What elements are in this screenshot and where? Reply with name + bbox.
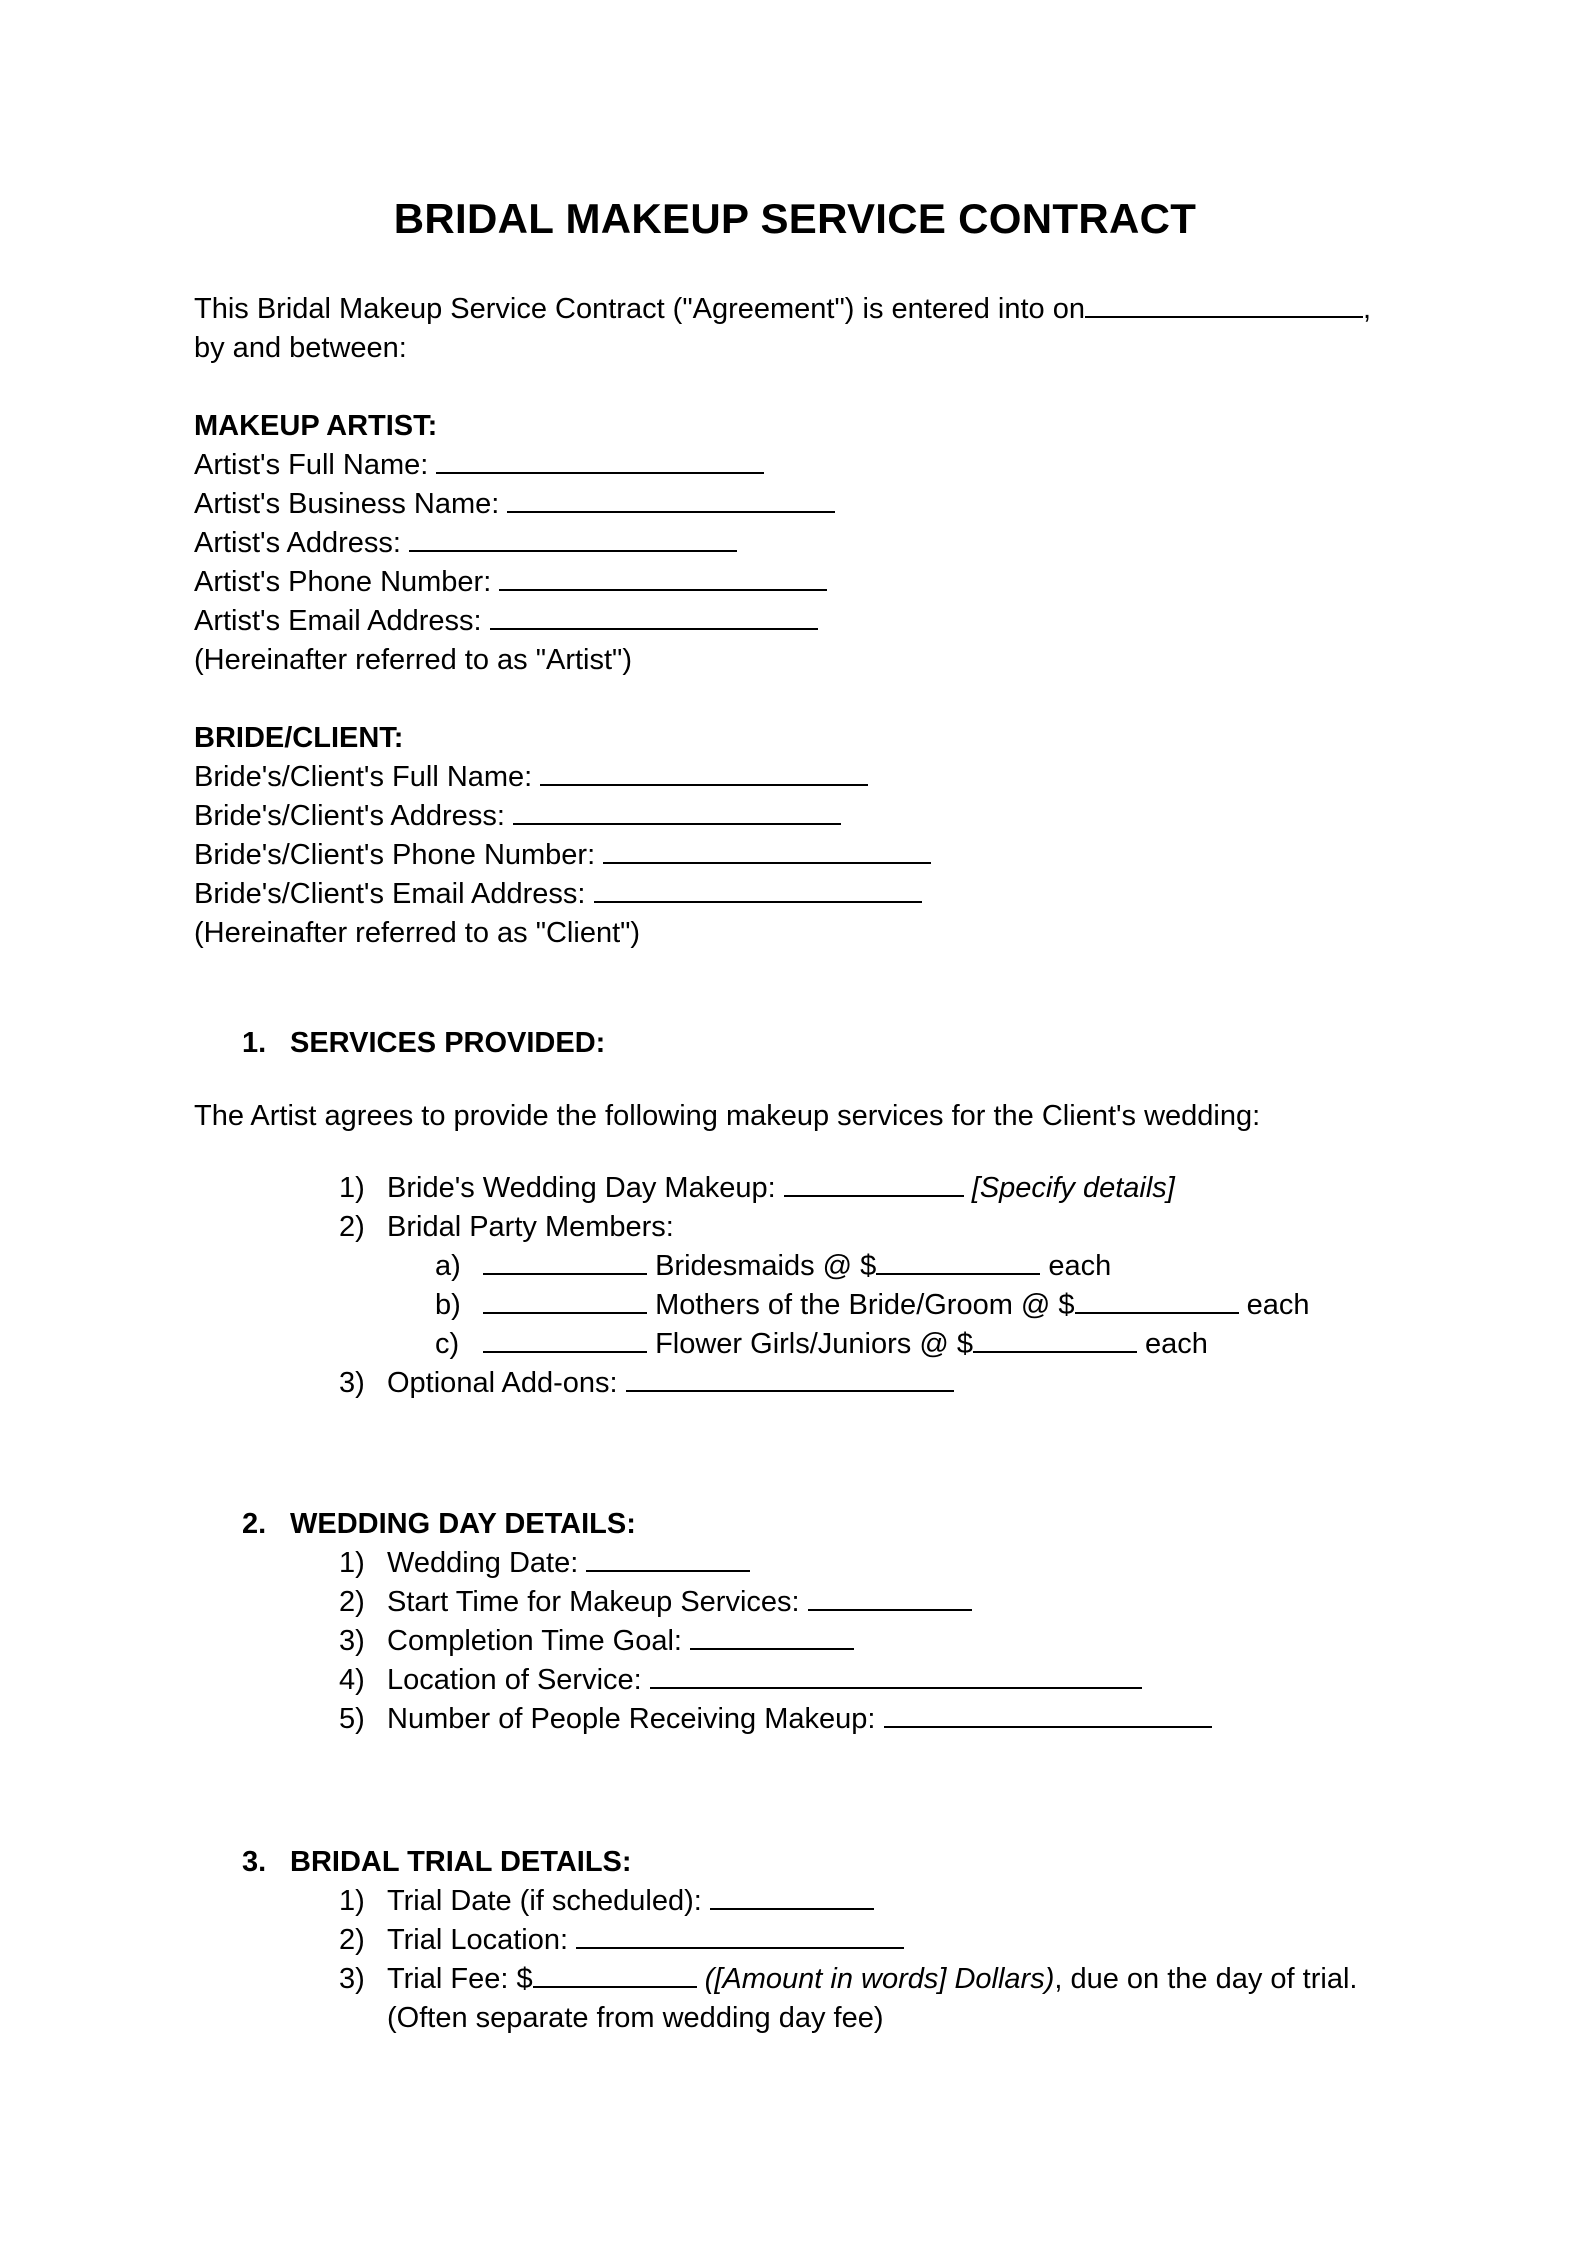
s3-item-1-number: 1): [339, 1885, 365, 1917]
s2-item-3: [339, 1622, 854, 1660]
section-3-title: BRIDAL TRIAL DETAILS:: [290, 1846, 632, 1878]
trial-fee-blank[interactable]: [533, 1962, 697, 1988]
artist-phone-label: Artist's Phone Number:: [194, 566, 492, 598]
s1-item-1-label: Bride's Wedding Day Makeup:: [387, 1172, 776, 1204]
artist-full-name-blank[interactable]: [436, 448, 764, 474]
intro-line-2: by and between:: [194, 332, 407, 364]
s1-sub-b-each: each: [1246, 1289, 1310, 1321]
s3-item-1-label: Trial Date (if scheduled):: [387, 1885, 702, 1917]
client-phone-label: Bride's/Client's Phone Number:: [194, 839, 596, 871]
intro-line-1: [194, 290, 1371, 328]
s1-item-3-number: 3): [339, 1367, 365, 1399]
section-1-number: 1.: [242, 1027, 267, 1059]
s3-item-3-label: Trial Fee: $: [387, 1963, 533, 1995]
s1-item-1-note: [Specify details]: [971, 1172, 1175, 1204]
s2-item-3-label: Completion Time Goal:: [387, 1625, 682, 1657]
artist-referred: (Hereinafter referred to as "Artist"): [194, 644, 633, 676]
s3-item-2-number: 2): [339, 1924, 365, 1956]
s2-item-2: [339, 1583, 972, 1621]
artist-address-row: [194, 524, 737, 562]
artist-address-label: Artist's Address:: [194, 527, 401, 559]
completion-time-blank[interactable]: [690, 1624, 854, 1650]
start-time-blank[interactable]: [808, 1585, 972, 1611]
client-phone-row: [194, 836, 931, 874]
artist-business-name-blank[interactable]: [507, 487, 835, 513]
client-phone-blank[interactable]: [603, 838, 931, 864]
section-3-number: 3.: [242, 1846, 267, 1878]
s1-sub-c-letter: c): [435, 1328, 460, 1360]
s2-item-2-label: Start Time for Makeup Services:: [387, 1586, 800, 1618]
client-full-name-label: Bride's/Client's Full Name:: [194, 761, 533, 793]
s1-sub-a-letter: a): [435, 1250, 461, 1282]
artist-email-label: Artist's Email Address:: [194, 605, 482, 637]
document-title: BRIDAL MAKEUP SERVICE CONTRACT: [393, 195, 1197, 242]
mothers-count-blank[interactable]: [483, 1288, 647, 1314]
artist-heading: MAKEUP ARTIST:: [194, 410, 438, 442]
s2-item-4: [339, 1661, 1142, 1699]
service-location-blank[interactable]: [650, 1663, 1142, 1689]
section-1-intro: The Artist agrees to provide the following makeup services for the Client's wedding:: [194, 1100, 1261, 1132]
people-count-blank[interactable]: [884, 1702, 1212, 1728]
artist-address-blank[interactable]: [409, 526, 737, 552]
s1-item-3-label: Optional Add-ons:: [387, 1367, 618, 1399]
artist-full-name-row: [194, 446, 764, 484]
client-full-name-blank[interactable]: [540, 760, 868, 786]
bridesmaids-count-blank[interactable]: [483, 1249, 647, 1275]
s3-item-3-words: ([Amount in words] Dollars): [704, 1963, 1055, 1995]
artist-business-name-row: [194, 485, 835, 523]
client-address-row: [194, 797, 841, 835]
s1-sub-a-each: each: [1048, 1250, 1112, 1282]
s1-sub-c-label: Flower Girls/Juniors @ $: [655, 1328, 973, 1360]
section-1-title: SERVICES PROVIDED:: [290, 1027, 606, 1059]
s1-sub-b-label: Mothers of the Bride/Groom @ $: [655, 1289, 1075, 1321]
s3-item-2: [339, 1921, 904, 1959]
wedding-makeup-blank[interactable]: [784, 1171, 964, 1197]
section-1-heading: [242, 1024, 605, 1062]
s3-item-3-end: , due on the day of trial.: [1054, 1963, 1358, 1995]
client-email-blank[interactable]: [594, 877, 922, 903]
s1-item-2-label: Bridal Party Members:: [387, 1211, 674, 1243]
artist-phone-row: [194, 563, 827, 601]
client-email-row: [194, 875, 922, 913]
mothers-price-blank[interactable]: [1075, 1288, 1239, 1314]
client-email-label: Bride's/Client's Email Address:: [194, 878, 586, 910]
s2-item-1-number: 1): [339, 1547, 365, 1579]
artist-email-blank[interactable]: [490, 604, 818, 630]
s2-item-3-number: 3): [339, 1625, 365, 1657]
client-address-blank[interactable]: [513, 799, 841, 825]
s1-item-1-number: 1): [339, 1172, 365, 1204]
s1-item-1: [339, 1169, 1175, 1207]
flower-girls-price-blank[interactable]: [973, 1327, 1137, 1353]
trial-date-blank[interactable]: [710, 1884, 874, 1910]
s2-item-1: [339, 1544, 750, 1582]
artist-business-name-label: Artist's Business Name:: [194, 488, 500, 520]
s1-item-2: [339, 1208, 674, 1246]
s3-item-2-label: Trial Location:: [387, 1924, 569, 1956]
wedding-date-blank[interactable]: [586, 1546, 750, 1572]
s1-sub-b: [435, 1286, 1310, 1324]
s2-item-5-label: Number of People Receiving Makeup:: [387, 1703, 876, 1735]
s1-sub-c-each: each: [1145, 1328, 1208, 1360]
s3-item-3-note: (Often separate from wedding day fee): [387, 2002, 884, 2034]
artist-phone-blank[interactable]: [499, 565, 827, 591]
section-2-title: WEDDING DAY DETAILS:: [290, 1508, 636, 1540]
optional-addons-blank[interactable]: [626, 1366, 954, 1392]
s1-sub-b-letter: b): [435, 1289, 461, 1321]
intro-comma: ,: [1363, 293, 1372, 325]
section-2-heading: [242, 1505, 636, 1543]
s2-item-5: [339, 1700, 1212, 1738]
section-3-heading: [242, 1843, 632, 1881]
client-address-label: Bride's/Client's Address:: [194, 800, 505, 832]
s3-item-1: [339, 1882, 874, 1920]
artist-email-row: [194, 602, 818, 640]
trial-location-blank[interactable]: [576, 1923, 904, 1949]
s3-item-3: [339, 1960, 1357, 1998]
s2-item-5-number: 5): [339, 1703, 365, 1735]
client-full-name-row: [194, 758, 868, 796]
intro-text: This Bridal Makeup Service Contract ("Agreement") is entered into on: [194, 293, 1085, 325]
flower-girls-count-blank[interactable]: [483, 1327, 647, 1353]
section-2-number: 2.: [242, 1508, 267, 1540]
s1-item-3: [339, 1364, 954, 1402]
s2-item-4-label: Location of Service:: [387, 1664, 642, 1696]
client-referred: (Hereinafter referred to as "Client"): [194, 917, 641, 949]
s3-item-3-number: 3): [339, 1963, 365, 1995]
client-heading: BRIDE/CLIENT:: [194, 722, 404, 754]
s2-item-4-number: 4): [339, 1664, 365, 1696]
agreement-date-blank[interactable]: [1085, 292, 1363, 318]
s1-sub-a: [435, 1247, 1111, 1285]
artist-full-name-label: Artist's Full Name:: [194, 449, 429, 481]
bridesmaids-price-blank[interactable]: [876, 1249, 1040, 1275]
s1-sub-c: [435, 1325, 1208, 1363]
s1-item-2-number: 2): [339, 1211, 365, 1243]
s2-item-1-label: Wedding Date:: [387, 1547, 579, 1579]
s2-item-2-number: 2): [339, 1586, 365, 1618]
s1-sub-a-label: Bridesmaids @ $: [655, 1250, 877, 1282]
